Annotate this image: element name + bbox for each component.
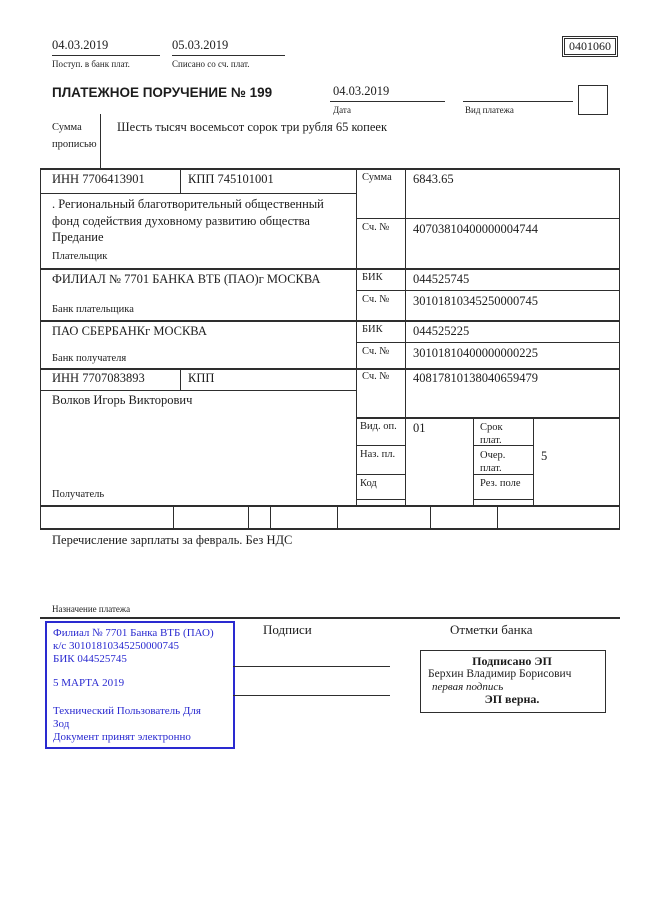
- table-right-border: [619, 168, 620, 528]
- debited-date: 05.03.2019: [172, 38, 229, 52]
- bank-marks-label: Отметки банка: [450, 622, 533, 637]
- table-line: [356, 499, 405, 500]
- payee-bank-bik-label: БИК: [362, 324, 383, 335]
- payee-label: Получатель: [52, 489, 105, 500]
- payment-type-box: [578, 85, 608, 115]
- table-line: [40, 528, 620, 530]
- strip-cell-divider: [430, 505, 431, 528]
- payer-bank-account-label: Сч. №: [362, 294, 390, 305]
- payer-bank-bik-label: БИК: [362, 272, 383, 283]
- payer-bank-label: Банк плательщика: [52, 304, 134, 315]
- esign-sign-type: первая подпись: [432, 681, 504, 693]
- form-code-box: [562, 36, 618, 57]
- purpose-code-label: Наз. пл.: [360, 449, 396, 460]
- debited-date-underline: [172, 55, 285, 56]
- table-line: [356, 417, 620, 419]
- table-line: [473, 417, 474, 505]
- table-line: [40, 268, 620, 270]
- table-line: [533, 417, 534, 505]
- op-type-label: Вид. оп.: [360, 421, 397, 432]
- signature-line-2: [233, 695, 390, 696]
- code-label: Код: [360, 478, 377, 489]
- payment-type-underline: [463, 101, 573, 102]
- table-line: [356, 168, 357, 505]
- table-line: [40, 368, 620, 370]
- signature-line-1: [233, 666, 390, 667]
- bank-stamp-line5: Зод: [53, 718, 70, 730]
- payer-label: Плательщик: [52, 251, 108, 262]
- table-line: [180, 368, 181, 390]
- esign-verified: ЭП верна.: [484, 692, 540, 706]
- bank-stamp-line2: к/с 30101810345250000745: [53, 640, 180, 652]
- table-line: [356, 474, 405, 475]
- bank-stamp-line1: Филиал № 7701 Банка ВТБ (ПАО): [53, 627, 214, 639]
- payee-bank-account: 30101810400000000225: [413, 346, 538, 360]
- strip-cell-divider: [173, 505, 174, 528]
- received-date-label: Поступ. в банк плат.: [52, 59, 130, 69]
- table-line: [473, 499, 533, 500]
- payee-bank-account-label: Сч. №: [362, 346, 390, 357]
- payment-purpose-label: Назначение платежа: [52, 604, 131, 614]
- payer-account-label: Сч. №: [362, 222, 390, 233]
- strip-cell-divider: [248, 505, 249, 528]
- esign-name: Берхин Владимир Борисович: [428, 668, 572, 680]
- order-label: Очер. плат.: [480, 450, 506, 474]
- sum-label: Сумма: [362, 172, 392, 183]
- payee-bank-bik: 044525225: [413, 324, 470, 338]
- document-title: ПЛАТЕЖНОЕ ПОРУЧЕНИЕ № 199: [52, 85, 273, 100]
- term-label: Срок плат.: [480, 422, 503, 446]
- esign-title: Подписано ЭП: [472, 654, 552, 668]
- strip-cell-divider: [337, 505, 338, 528]
- received-date: 04.03.2019: [52, 38, 109, 52]
- strip-cell-divider: [270, 505, 271, 528]
- payer-bank-account: 30101810345250000745: [413, 294, 538, 308]
- table-line: [405, 168, 406, 505]
- payer-inn: ИНН 7706413901: [52, 172, 145, 186]
- document-date: 04.03.2019: [333, 84, 390, 98]
- bank-stamp-line3: БИК 044525745: [53, 653, 127, 665]
- op-type-value: 01: [413, 421, 426, 435]
- bank-stamp-line6: Документ принят электронно: [53, 731, 191, 743]
- sum-value: 6843.65: [413, 172, 454, 186]
- amount-words-divider: [100, 114, 101, 168]
- bank-stamp-date: 5 МАРТА 2019: [53, 677, 125, 689]
- payment-type-label: Вид платежа: [465, 105, 514, 115]
- table-line: [356, 342, 620, 343]
- document-date-label: Дата: [333, 105, 351, 115]
- form-code: 0401060: [564, 38, 616, 55]
- purpose-underline: [40, 617, 620, 619]
- debited-date-label: Списано со сч. плат.: [172, 59, 250, 69]
- amount-words-label: Сумма прописью: [52, 122, 97, 150]
- table-line: [356, 445, 405, 446]
- payee-bank-name: ПАО СБЕРБАНКг МОСКВА: [52, 324, 207, 338]
- payee-account: 40817810138040659479: [413, 371, 538, 385]
- payer-kpp: КПП 745101001: [188, 172, 274, 186]
- order-value: 5: [541, 449, 548, 463]
- table-line: [40, 193, 356, 194]
- table-line: [356, 218, 620, 219]
- payee-kpp: КПП: [188, 371, 215, 385]
- received-date-underline: [52, 55, 160, 56]
- payment-purpose-text: Перечисление зарплаты за февраль. Без НДС: [52, 533, 293, 547]
- reserve-field-label: Рез. поле: [480, 478, 521, 489]
- payee-inn: ИНН 7707083893: [52, 371, 145, 385]
- payer-bank-name: ФИЛИАЛ № 7701 БАНКА ВТБ (ПАО)г МОСКВА: [52, 272, 321, 286]
- table-line: [40, 320, 620, 322]
- document-date-underline: [330, 101, 445, 102]
- signatures-label: Подписи: [263, 622, 312, 637]
- payer-bank-bik: 044525745: [413, 272, 470, 286]
- table-line: [40, 505, 620, 507]
- table-line: [40, 168, 620, 170]
- bank-stamp-line4: Технический Пользователь Для: [53, 705, 201, 717]
- table-line: [40, 390, 356, 391]
- table-line: [180, 168, 181, 193]
- table-line: [356, 290, 620, 291]
- strip-cell-divider: [497, 505, 498, 528]
- payer-account: 40703810400000004744: [413, 222, 538, 236]
- amount-words-value: Шесть тысяч восемьсот сорок три рубля 65 копеек: [117, 120, 388, 134]
- payer-name: . Региональный благотворительный общественный фонд содействия духовному развитию общества Предание: [52, 197, 324, 244]
- payee-bank-label: Банк получателя: [52, 353, 127, 364]
- table-left-border: [40, 168, 41, 528]
- payee-name: Волков Игорь Викторович: [52, 393, 193, 407]
- payee-account-label: Сч. №: [362, 371, 390, 382]
